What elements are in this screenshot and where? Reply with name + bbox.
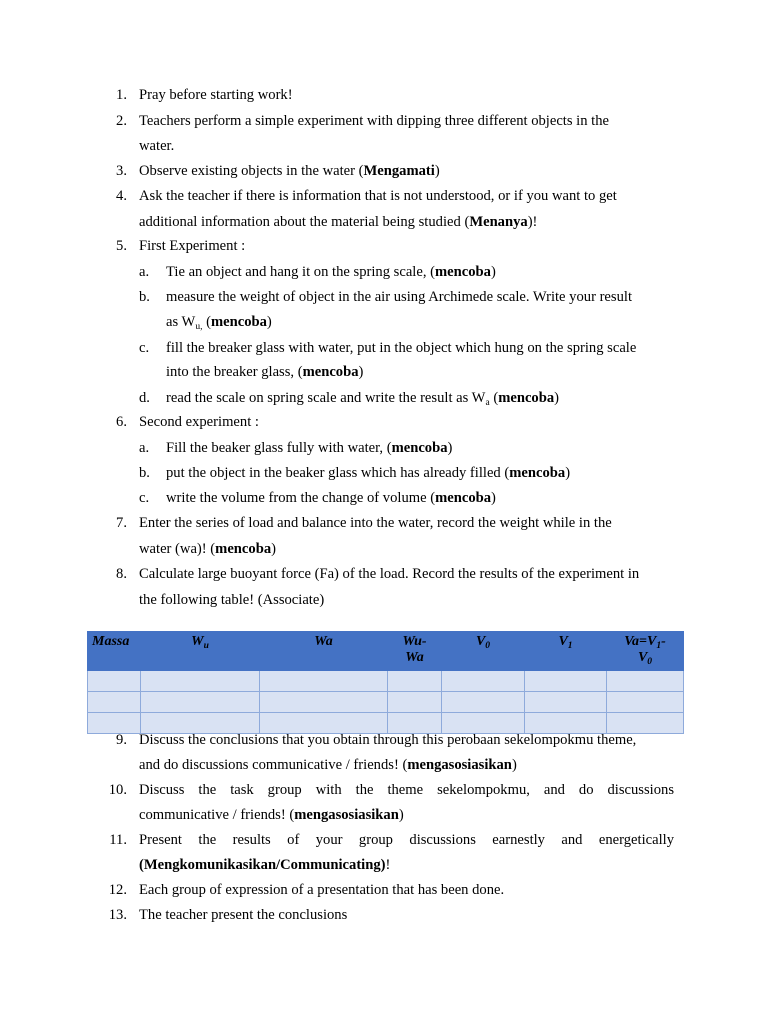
substep-text: Tie an object and hang it on the spring scale, (mencoba)	[166, 264, 496, 280]
table-cell	[88, 671, 141, 692]
table-header-row	[88, 632, 684, 671]
keyword: mencoba	[509, 465, 566, 481]
header-v1: $V_1$	[525, 632, 607, 671]
keyword: mencoba	[302, 364, 359, 380]
step-number: 3.	[116, 163, 127, 179]
step-text: Discuss the conclusions that you obtain through this perobaan sekelompokmu theme,	[139, 732, 637, 748]
table-cell	[607, 671, 684, 692]
keyword: mengasosiasikan	[407, 757, 512, 773]
step-number: 5.	[116, 238, 127, 254]
table-row	[88, 692, 684, 713]
step-number: 1.	[116, 87, 127, 103]
keyword: mencoba	[215, 541, 272, 557]
table-cell	[141, 692, 260, 713]
table-cell	[442, 692, 525, 713]
substep-text: put the object in the beaker glass which has already filled (mencoba)	[166, 465, 571, 481]
substep-label: a.	[139, 264, 150, 280]
results-table	[87, 631, 684, 734]
substep-text: fill the breaker glass with water, put in the object which hung on the spring scale	[166, 340, 637, 356]
substep-text: write the volume from the change of volume (mencoba)	[166, 490, 496, 506]
keyword: mencoba	[210, 314, 267, 330]
keyword: mencoba	[434, 264, 491, 280]
substep-label: a.	[139, 440, 150, 456]
table-cell	[88, 692, 141, 713]
header-massa: Massa	[88, 632, 141, 671]
step-text: Each group of expression of a presentation that has been done.	[139, 882, 505, 898]
step-text: the following table! (Associate)	[139, 592, 325, 608]
step-text: Second experiment :	[139, 414, 259, 430]
substep-label: b.	[139, 465, 150, 481]
step-number: 9.	[116, 732, 127, 748]
step-number: 12.	[108, 882, 127, 898]
table-cell	[260, 671, 388, 692]
table-cell	[141, 671, 260, 692]
step-number: 2.	[116, 113, 127, 129]
substep-text: into the breaker glass, (mencoba)	[166, 364, 364, 380]
step-text: Observe existing objects in the water (Mengamati)	[139, 163, 440, 179]
header-wu-wa: Wu- Wa	[388, 632, 442, 671]
substep-text: Fill the beaker glass fully with water, (mencoba)	[166, 440, 453, 456]
substep-text: read the scale on spring scale and write the result as $W_a$ (mencoba)	[166, 390, 560, 408]
keyword: (Mengkomunikasikan/Communicating)	[139, 857, 386, 873]
step-text: Teachers perform a simple experiment with dipping three different objects in the	[139, 113, 610, 129]
step-text: water (wa)! (mencoba)	[139, 541, 276, 557]
header-wu: $W_u$	[141, 632, 260, 671]
step-number: 7.	[116, 515, 127, 531]
table-cell	[388, 692, 442, 713]
header-wa: Wa	[260, 632, 388, 671]
step-number: 4.	[116, 188, 127, 204]
step-number: 11.	[109, 832, 127, 848]
keyword: mengasosiasikan	[294, 807, 399, 823]
header-va: $Va=V_1-$ $V_0$	[607, 632, 684, 671]
step-text: Enter the series of load and balance into the water, record the weight while in the	[139, 515, 612, 531]
step-text: communicative / friends! (mengasosiasikan)	[139, 807, 404, 823]
step-text: Calculate large buoyant force (Fa) of the load. Record the results of the experiment in	[139, 566, 640, 582]
table-cell	[388, 671, 442, 692]
keyword: mencoba	[391, 440, 448, 456]
keyword: Mengamati	[363, 163, 435, 179]
step-number: 13.	[108, 907, 127, 923]
step-number: 6.	[116, 414, 127, 430]
substep-label: c.	[139, 490, 150, 506]
substep-text: measure the weight of object in the air using Archimede scale. Write your result	[166, 289, 632, 305]
step-text: Discuss the task group with the theme sekelompokmu, and do discussions	[139, 782, 674, 798]
substep-label: c.	[139, 340, 150, 356]
keyword: mencoba	[498, 390, 555, 406]
substep-text: as $W_{u,}$ (mencoba)	[166, 314, 272, 332]
step-text: additional information about the material being studied (Menanya)!	[139, 214, 538, 230]
step-text: Present the results of your group discussions earnestly and energetically	[139, 832, 674, 848]
header-v0: $V_0$	[442, 632, 525, 671]
table-row	[88, 671, 684, 692]
step-text: Pray before starting work!	[139, 87, 293, 103]
substep-label: b.	[139, 289, 150, 305]
table-cell	[607, 692, 684, 713]
step-text: First Experiment :	[139, 238, 246, 254]
step-text: (Mengkomunikasikan/Communicating)!	[139, 857, 391, 873]
step-text: Ask the teacher if there is information that is not understood, or if you want to get	[139, 188, 617, 204]
keyword: mencoba	[435, 490, 492, 506]
substep-label: d.	[139, 390, 150, 406]
table-cell	[260, 692, 388, 713]
table-cell	[442, 671, 525, 692]
table-cell	[525, 692, 607, 713]
keyword: Menanya	[469, 214, 528, 230]
step-number: 10.	[108, 782, 127, 798]
step-number: 8.	[116, 566, 127, 582]
table-cell	[525, 671, 607, 692]
step-text: and do discussions communicative / friends! (mengasosiasikan)	[139, 757, 517, 773]
step-text: The teacher present the conclusions	[139, 907, 348, 923]
step-text: water.	[139, 138, 175, 154]
